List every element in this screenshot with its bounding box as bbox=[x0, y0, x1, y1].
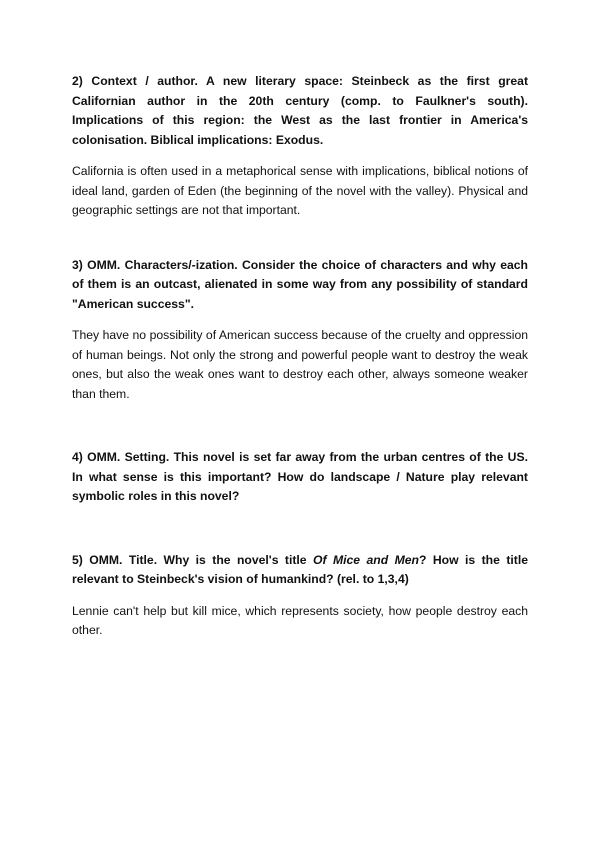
question-5-post: ? How is the title relevant to Steinbeck's vision of humankind? (rel. to 1,3,4) bbox=[72, 552, 528, 586]
section-title bbox=[72, 551, 528, 641]
question-2: 2) Context / author. A new literary space: Steinbeck as the first great Californian author in the 20th century (comp. to Faulkner's south). Implications of this region: the West as the last frontier in America's colonisation. Biblical implications: Exodus. bbox=[72, 74, 528, 147]
question-3: 3) OMM. Characters/-ization. Consider the choice of characters and why each of them is an outcast, alienated in some way from any possibility of standard "American success". bbox=[72, 257, 528, 311]
section-characters bbox=[72, 256, 528, 405]
question-5-pre: 5) OMM. Title. Why is the novel's title bbox=[72, 552, 314, 567]
question-5 bbox=[72, 551, 528, 590]
novel-title: Of Mice and Men bbox=[313, 552, 419, 567]
section-context-author bbox=[72, 72, 528, 221]
answer-5: Lennie can't help but kill mice, which represents society, how people destroy each other. bbox=[72, 603, 528, 637]
document-page bbox=[72, 72, 528, 641]
section-setting bbox=[72, 448, 528, 507]
question-4: 4) OMM. Setting. This novel is set far away from the urban centres of the US. In what sense is this important? How do landscape / Nature play relevant symbolic roles in this novel? bbox=[72, 450, 528, 503]
answer-3: They have no possibility of American success because of the cruelty and oppression of human beings. Not only the strong and powerful people want to destroy the weak ones, but also the weak ones want to destroy each other, always someone weaker than them. bbox=[72, 328, 528, 401]
answer-2: California is often used in a metaphorical sense with implications, biblical notions of ideal land, garden of Eden (the beginning of the novel with the valley). Physical and geographic settings are not that important. bbox=[72, 164, 528, 217]
